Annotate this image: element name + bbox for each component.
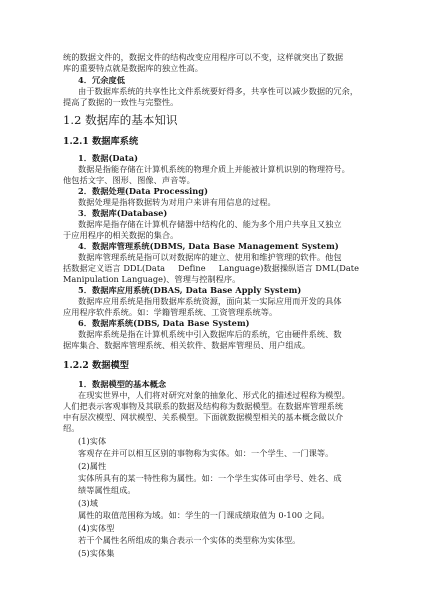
paragraph-line: 绍。	[63, 423, 80, 433]
paragraph-line: 数据库系统是指在计算机系统中引入数据库后的系统，它由硬件系统、数	[78, 329, 342, 339]
list-item-heading: (1)实体	[78, 436, 107, 446]
paragraph-line: 实体所具有的某一特性称为属性。如：一个学生实体可由学号、姓名、成	[78, 473, 342, 483]
paragraph-line: 统的数据文件的，数据文件的结构改变应用程序可以不变，这样就突出了数据	[63, 52, 344, 62]
list-item-heading: (3)域	[78, 498, 98, 508]
text-segment: 括数据定义语言 DDL(Data	[63, 263, 166, 273]
term-heading: 5．数据库应用系统(DBAS, Data Base Apply System)	[78, 285, 302, 295]
paragraph-line: 数据库应用系统是指用数据库系统资源，面向某一实际应用而开发的具体	[78, 296, 342, 306]
text-segment: Language)数据操纵语言 DML(Date	[218, 263, 359, 273]
text-segment: Define	[178, 263, 206, 273]
paragraph-line: 属性的取值范围称为域。如：学生的一门课成绩取值为 0-100 之间。	[78, 510, 330, 520]
paragraph-line: 他包括文字、图形、图像、声音等。	[63, 175, 195, 185]
term-heading: 1．数据(Data)	[78, 153, 138, 163]
paragraph-line: 据库集合、数据库管理系统、相关软件、数据库管理员、用户组成。	[63, 340, 311, 350]
paragraph-line: 应用程序软件系统。如：学籍管理系统、工资管理系统等。	[63, 307, 278, 317]
paragraph-line: 由于数据库系统的共享性比文件系统要好得多，共享性可以减少数据的冗余，	[78, 86, 359, 96]
paragraph-line: 绩等属性组成。	[78, 485, 136, 495]
paragraph-line: 数据是指能存储在计算机系统的物理介质上并能被计算机识别的物理符号。	[78, 164, 350, 174]
paragraph-line	[0, 263, 359, 274]
list-item-heading: (4)实体型	[78, 523, 115, 533]
section-heading: 1.2 数据库的基本知识	[63, 113, 178, 127]
term-heading: 3．数据库(Database)	[78, 208, 168, 218]
term-heading: 2．数据处理(Data Processing)	[78, 186, 209, 196]
list-item-heading: (2)属性	[78, 461, 107, 471]
paragraph-line: 于应用程序的相关数据的集合。	[63, 230, 179, 240]
paragraph-line: 中有层次模型、网状模型、关系模型。下面就数据模型相关的基本概念做以介	[63, 412, 344, 422]
term-heading: 6．数据库系统(DBS, Data Base System)	[78, 318, 250, 328]
paragraph-line: 数据库管理系统是指可以对数据库的建立、使用和维护管理的软件。他包	[78, 252, 342, 262]
subsection-heading: 1.2.1 数据库系统	[63, 136, 139, 147]
list-heading: 4．冗余度低	[78, 75, 125, 85]
paragraph-line: 数据处理是指将数据转为对用户来讲有用信息的过程。	[78, 197, 276, 207]
paragraph-line: 提高了数据的一致性与完整性。	[63, 97, 179, 107]
subsection-heading: 1.2.2 数据模型	[63, 360, 130, 371]
paragraph-line: 在现实世界中，人们将对研究对象的抽象化、形式化的描述过程称为模型。	[78, 390, 350, 400]
paragraph-line: 若干个属性名所组成的集合表示一个实体的类型称为实体型。	[78, 535, 301, 545]
paragraph-line: Manipulation Language)、管理与控制程序。	[63, 274, 241, 284]
term-heading: 1．数据模型的基本概念	[78, 379, 167, 389]
paragraph-line: 数据库是指存储在计算机存储器中结构化的、能为多个用户共享且又独立	[78, 219, 342, 229]
term-heading: 4．数据库管理系统(DBMS, Data Base Management System)	[78, 241, 339, 251]
paragraph-line: 客观存在并可以相互区别的事物称为实体。如：一个学生、一门课等。	[78, 448, 334, 458]
paragraph-line: 库的重要特点就是数据库的独立性高。	[63, 63, 204, 73]
paragraph-line: 人们把表示客观事物及其联系的数据及结构称为数据模型。在数据库管理系统	[63, 401, 344, 411]
list-item-heading: (5)实体集	[78, 548, 115, 558]
